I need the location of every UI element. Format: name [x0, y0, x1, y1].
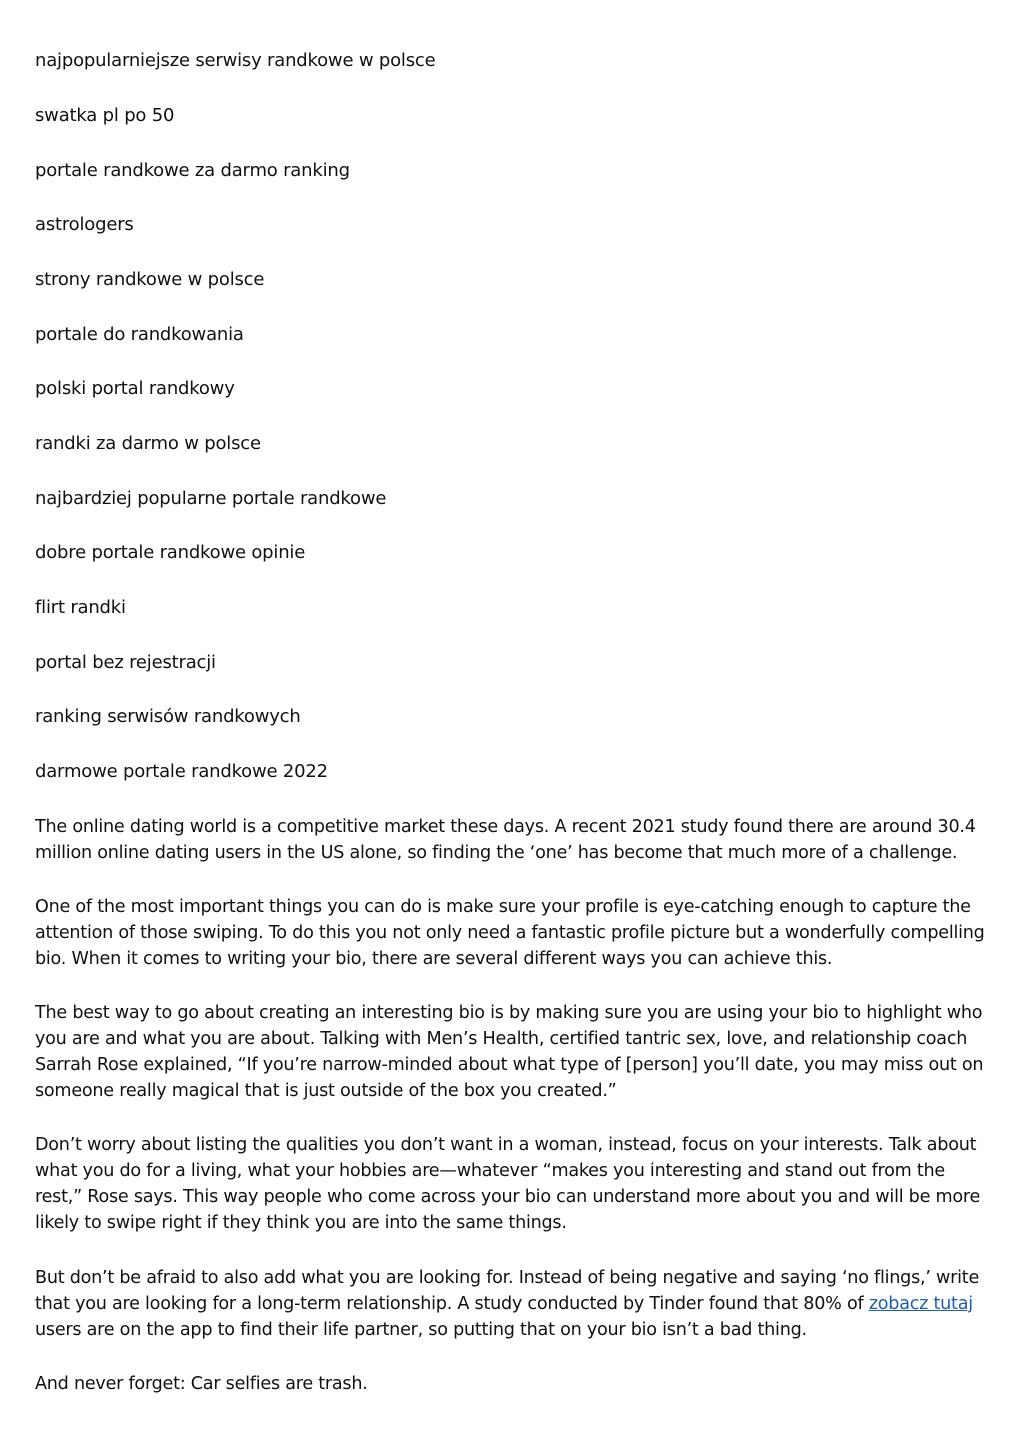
keyword-line: swatka pl po 50 [35, 105, 175, 126]
zobacz-tutaj-link[interactable]: zobacz tutaj [868, 1294, 973, 1314]
keyword-line: najpopularniejsze serwisy randkowe w polsce [35, 50, 436, 71]
keyword-line: ranking serwisów randkowych [35, 706, 301, 727]
keyword-line: najbardziej popularne portale randkowe [35, 488, 387, 509]
keyword-line: dobre portale randkowe opinie [35, 542, 306, 563]
paragraph-text: But don’t be afraid to also add what you are looking for. Instead of being negative and saying ‘no flings,’ write that you are looking for a long-term relationship. A study conducted by Tinder found that 80% of [35, 1268, 980, 1314]
keyword-line: darmowe portale randkowe 2022 [35, 761, 328, 782]
paragraph-interests: Don’t worry about listing the qualities you don’t want in a woman, instead, focus on your interests. Talk about what you do for a living, what your hobbies are—whatever “makes you interesting and stand out from the rest,” Rose says. This way people who come across your bio can understand more about you and will be more likely to swipe right if they think you are into the same things. [35, 1135, 981, 1233]
paragraph-looking-for [35, 1265, 993, 1343]
keyword-line: portal bez rejestracji [35, 652, 216, 673]
paragraph-bio-advice: The best way to go about creating an interesting bio is by making sure you are using your bio to highlight who you are and what you are about. Talking with Men’s Health, certified tantric sex, love, and relationship coach Sarrah Rose explained, “If you’re narrow-minded about what type of [person] you’ll date, you may miss out on someone really magical that is just outside of the box you created.” [35, 1003, 984, 1101]
keyword-line: portale randkowe za darmo ranking [35, 160, 350, 181]
keyword-line: portale do randkowania [35, 324, 244, 345]
keyword-line: astrologers [35, 214, 134, 235]
keyword-line: polski portal randkowy [35, 378, 235, 399]
paragraph-intro: The online dating world is a competitive market these days. A recent 2021 study found there are around 30.4 million online dating users in the US alone, so finding the ‘one’ has become that much more of a challenge. [35, 817, 976, 863]
keyword-line: strony randkowe w polsce [35, 269, 265, 290]
paragraph-profile-tips: One of the most important things you can do is make sure your profile is eye-catching enough to capture the attention of those swiping. To do this you not only need a fantastic profile picture but a wonderfully compelling bio. When it comes to writing your bio, there are several different ways you can achieve this. [35, 897, 985, 969]
paragraph-text: users are on the app to find their life partner, so putting that on your bio isn’t a bad thing. [35, 1320, 807, 1340]
keyword-line: flirt randki [35, 597, 126, 618]
keyword-line: randki za darmo w polsce [35, 433, 261, 454]
paragraph-closing: And never forget: Car selfies are trash. [35, 1374, 368, 1394]
